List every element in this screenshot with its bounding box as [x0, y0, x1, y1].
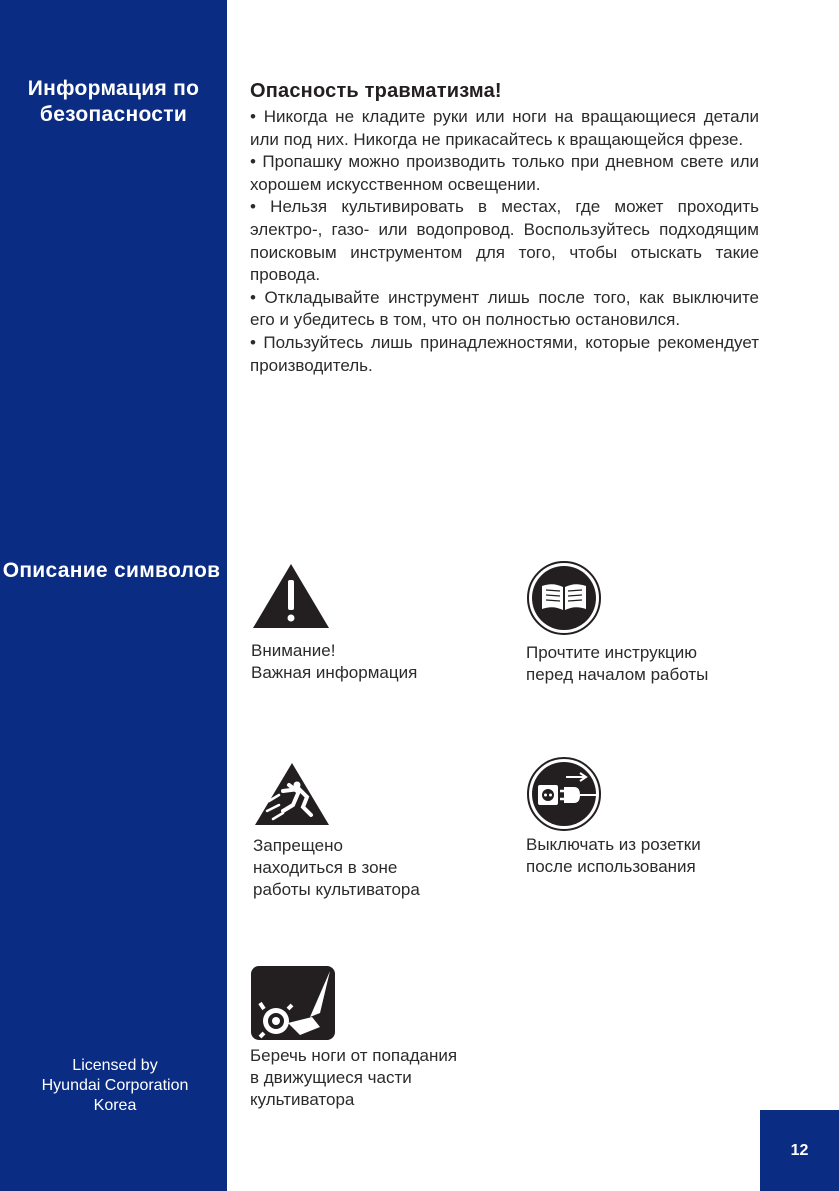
- section-title-safety: Информация по безопасности: [27, 77, 200, 126]
- paragraph: • Пропашку можно производить только при дневном свете или хорошем искусственном освещении.: [250, 152, 759, 194]
- symbol-caption: Прочтите инструкцию перед началом работы: [526, 643, 709, 684]
- paragraph: • Нельзя культивировать в местах, где может проходить электро-, газо- или водопровод. Воспользуйтесь подходящим поисковым инструментом для того, чтобы отыскать такие провода.: [250, 197, 759, 285]
- license-line: Licensed by: [72, 1057, 158, 1074]
- paragraph: • Откладывайте инструмент лишь после того, как выключите его и убедитесь в том, что он полностью остановился.: [250, 287, 759, 330]
- warning-triangle-icon: [251, 562, 331, 630]
- sidebar: [0, 0, 227, 1191]
- page-number: 12: [760, 1110, 839, 1191]
- symbol-caption: Беречь ноги от попадания в движущиеся части культиватора: [250, 1046, 458, 1109]
- license-line: Korea: [93, 1097, 137, 1114]
- symbol-warning: [251, 562, 417, 684]
- license-line: Hyundai Corporation: [41, 1077, 189, 1094]
- symbol-caption: Выключать из розетки после использования: [526, 835, 701, 876]
- symbol-caption: Внимание! Важная информация: [251, 641, 418, 682]
- symbol-keep-away: [253, 761, 420, 901]
- paragraph: • Никогда не кладите руки или ноги на вращающиеся детали или под них. Никогда не прикасайтесь к вращающейся фрезе.: [250, 107, 759, 149]
- symbol-caption: Запрещено находиться в зоне работы культиватора: [253, 836, 420, 899]
- unplug-icon: [526, 756, 602, 832]
- license-text: [0, 1056, 230, 1116]
- read-manual-icon: [526, 560, 602, 636]
- symbol-unplug: [526, 756, 701, 878]
- paragraph: • Пользуйтесь лишь принадлежностями, которые рекомендует производитель.: [250, 332, 759, 375]
- keep-away-icon: [253, 761, 331, 827]
- symbol-read-manual: [526, 560, 708, 686]
- section-heading: Опасность травматизма!: [250, 80, 502, 102]
- symbol-feet-hazard: [250, 965, 457, 1111]
- section-title-symbols: Описание символов: [2, 559, 221, 582]
- safety-section: [250, 78, 759, 377]
- feet-hazard-icon: [250, 965, 336, 1041]
